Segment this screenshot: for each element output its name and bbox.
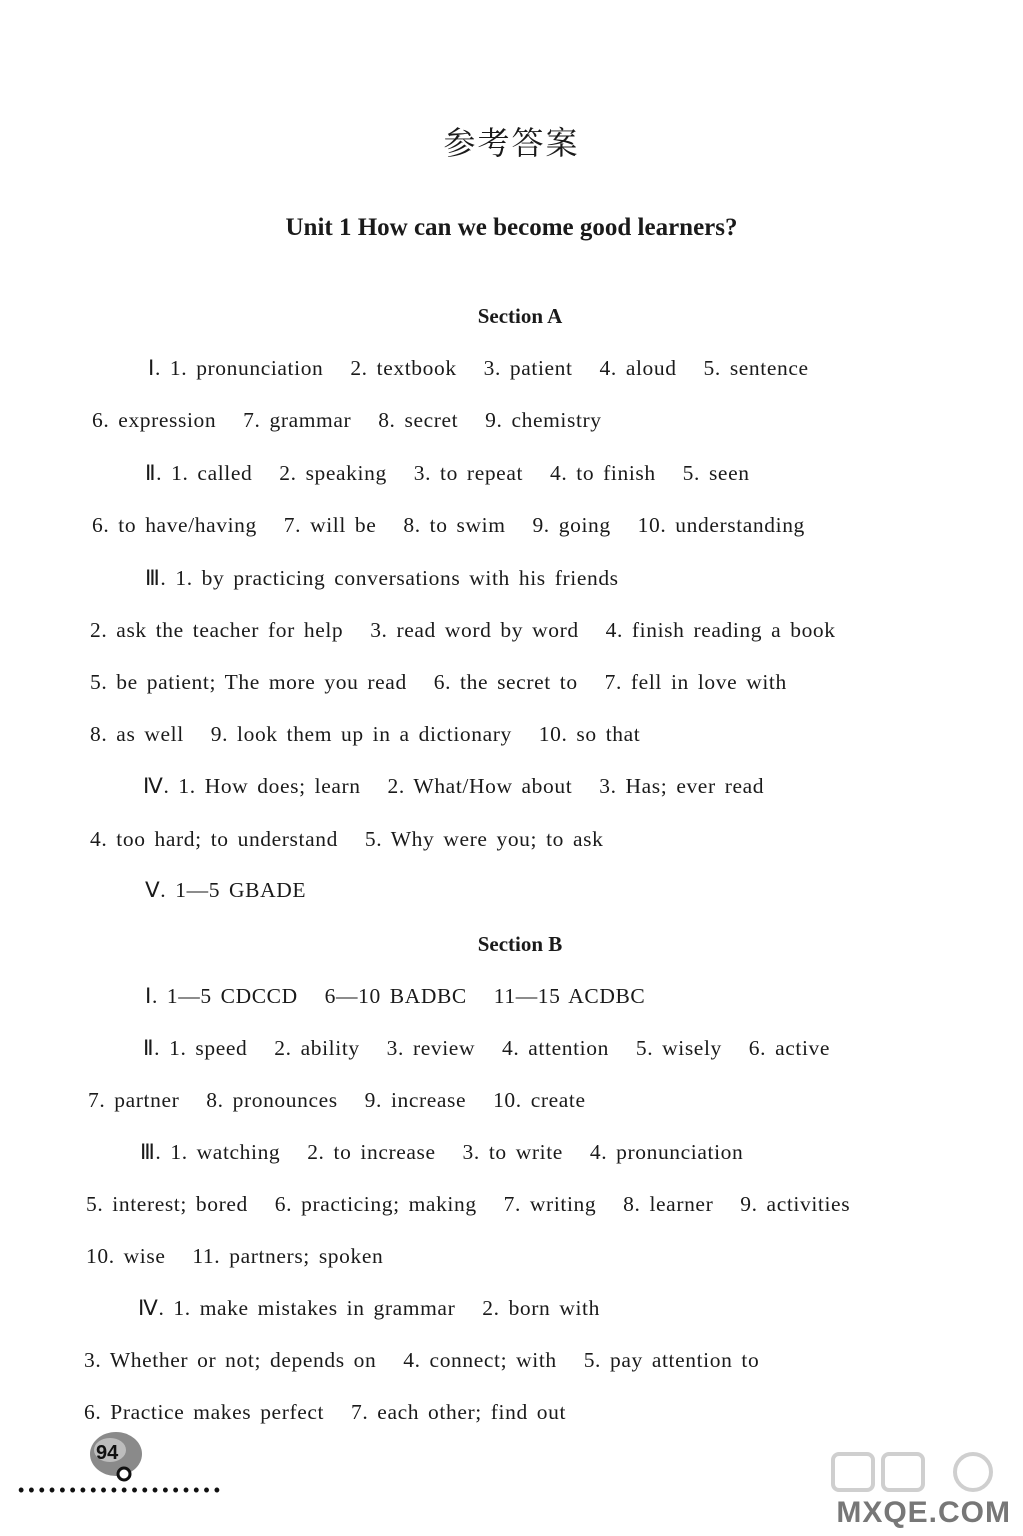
answer-line: 6. expression 7. grammar 8. secret 9. chemistry bbox=[92, 408, 602, 432]
answer-line: 8. as well 9. look them up in a dictionary 10. so that bbox=[90, 722, 641, 746]
answer-line: 6. to have/having 7. will be 8. to swim 9. going 10. understanding bbox=[92, 513, 805, 537]
unit-title: Unit 1 How can we become good learners? bbox=[285, 214, 738, 241]
answer-line: 10. wise 11. partners; spoken bbox=[86, 1244, 384, 1268]
answer-line: 6. Practice makes perfect 7. each other; find out bbox=[84, 1400, 567, 1424]
footer-dots: •••••••••••••••••••• bbox=[18, 1480, 225, 1500]
page-title: 参考答案 bbox=[443, 124, 580, 162]
section-a-heading: Section A bbox=[477, 304, 563, 328]
answer-line: 3. Whether or not; depends on 4. connect; with 5. pay attention to bbox=[84, 1348, 760, 1372]
page-number: 94 bbox=[96, 1442, 119, 1464]
answer-line: Ⅰ. 1—5 CDCCD 6—10 BADBC 11—15 ACDBC bbox=[145, 984, 646, 1008]
answer-line: Ⅲ. 1. watching 2. to increase 3. to write 4. pronunciation bbox=[140, 1140, 744, 1164]
answer-line: Ⅱ. 1. called 2. speaking 3. to repeat 4. to finish 5. seen bbox=[145, 461, 750, 485]
answer-line: 5. be patient; The more you read 6. the secret to 7. fell in love with bbox=[90, 670, 787, 694]
answer-line: 4. too hard; to understand 5. Why were you; to ask bbox=[90, 827, 604, 851]
section-b-heading: Section B bbox=[477, 932, 563, 956]
answer-line: Ⅴ. 1—5 GBADE bbox=[145, 878, 307, 902]
answer-line: 7. partner 8. pronounces 9. increase 10. create bbox=[88, 1088, 586, 1112]
answer-line: 5. interest; bored 6. practicing; making 7. writing 8. learner 9. activities bbox=[86, 1192, 851, 1216]
page-footer bbox=[18, 1428, 298, 1498]
answer-line: 2. ask the teacher for help 3. read word by word 4. finish reading a book bbox=[90, 618, 836, 642]
answer-line: Ⅱ. 1. speed 2. ability 3. review 4. attention 5. wisely 6. active bbox=[143, 1036, 831, 1060]
answer-line: Ⅳ. 1. How does; learn 2. What/How about 3. Has; ever read bbox=[143, 774, 765, 798]
watermark-text: MXQE.COM bbox=[836, 1496, 1011, 1529]
answer-line: Ⅲ. 1. by practicing conversations with his friends bbox=[145, 566, 619, 590]
answer-line: Ⅰ. 1. pronunciation 2. textbook 3. patient 4. aloud 5. sentence bbox=[148, 356, 809, 380]
answer-line: Ⅳ. 1. make mistakes in grammar 2. born with bbox=[138, 1296, 600, 1320]
